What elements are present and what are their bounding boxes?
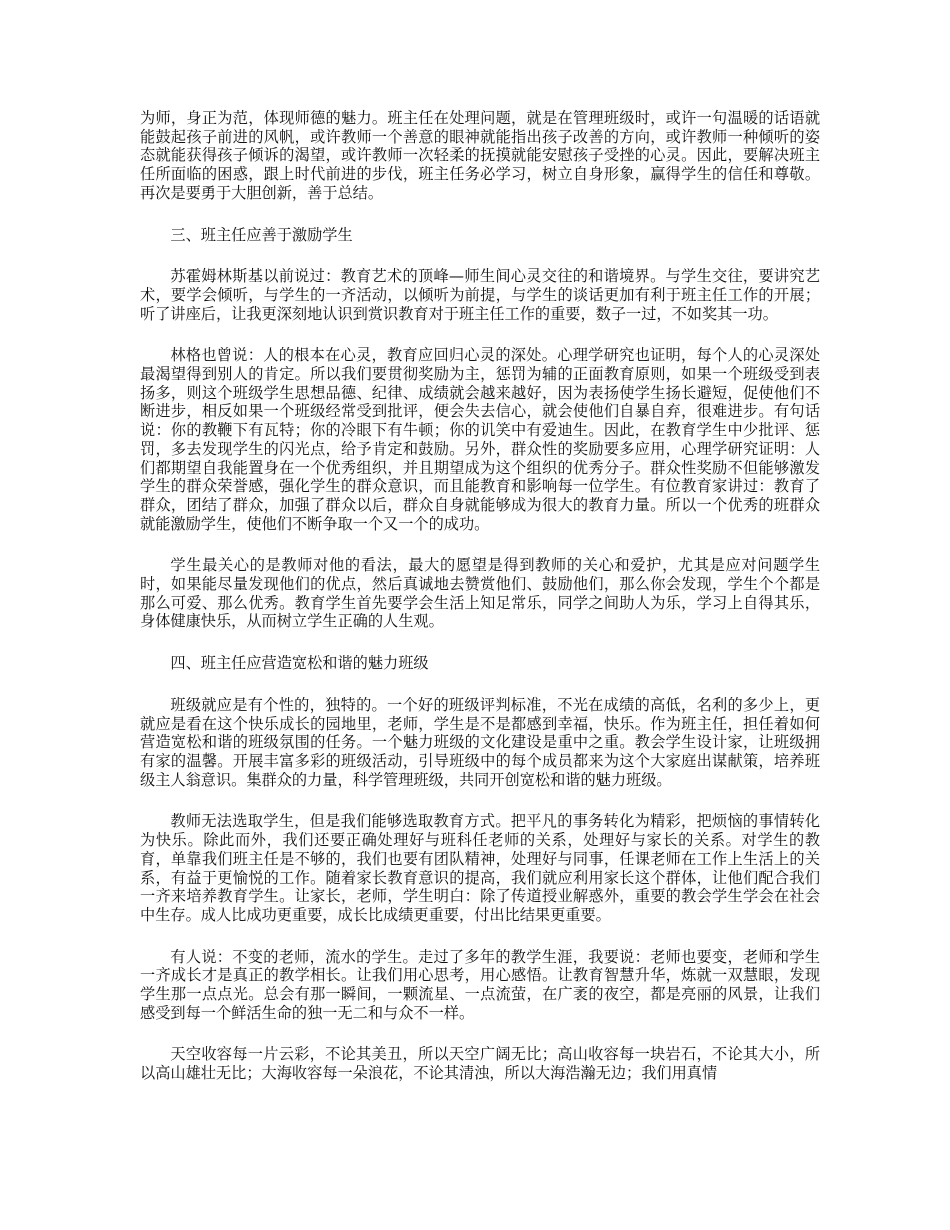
paragraph-sky-mountain-sea: 天空收容每一片云彩，不论其美丑，所以天空广阔无比；高山收容每一块岩石，不论其大小，所以高山雄壮无比；大海收容每一朵浪花，不论其清浊，所以大海浩瀚无边；我们用真情 xyxy=(140,1045,820,1083)
paragraph-education-method: 教师无法选取学生，但是我们能够选取教育方式。把平凡的事务转化为精彩，把烦恼的事情转化为快乐。除此而外，我们还要正确处理好与班科任老师的关系，处理好与家长的关系。对学生的教育，单靠我们班主任是不够的，我们也要有团队精神，处理好与同事，任课老师在工作上生活上的关系，有益于更愉悦的工作。随着家长教育意识的提高，我们就应利用家长这个群体，让他们配合我们一齐来培养教育学生。让家长，老师，学生明白：除了传道授业解惑外，重要的教会学生学会在社会中生存。成人比成功更重要，成长比成绩更重要，付出比结果更重要。 xyxy=(140,812,820,924)
section-heading-4: 四、班主任应营造宽松和谐的魅力班级 xyxy=(170,654,429,673)
paragraph-teacher-virtue: 为师，身正为范，体现师德的魅力。班主任在处理问题，就是在管理班级时，或许一句温暖的话语就能鼓起孩子前进的风帆，或许教师一个善意的眼神就能指出孩子改善的方向，或许教师一种倾听的姿态就能获得孩子倾诉的渴望，或许教师一次轻柔的抚摸就能安慰孩子受挫的心灵。因此，要解决班主任所面临的困惑，跟上时代前进的步伐，班主任务必学习，树立自身形象，赢得学生的信任和尊敬。再次是要勇于大胆创新，善于总结。 xyxy=(140,109,820,202)
paragraph-linge: 林格也曾说：人的根本在心灵，教育应回归心灵的深处。心理学研究也证明，每个人的心灵深处最渴望得到别人的肯定。所以我们要贯彻奖励为主，惩罚为辅的正面教育原则，如果一个班级受到表扬多，则这个班级学生思想品德、纪律、成绩就会越来越好，因为表扬使学生扬长避短，促使他们不断进步，相反如果一个班级经常受到批评，便会失去信心，就会使他们自暴自弃，很难进步。有句话说：你的教鞭下有瓦特；你的冷眼下有牛顿；你的讥笑中有爱迪生。因此，在教育学生中少批评、惩罚，多去发现学生的闪光点，给予肯定和鼓励。另外，群众性的奖励要多应用，心理学研究证明：人们都期望自我能置身在一个优秀组织，并且期望成为这个组织的优秀分子。群众性奖励不但能够激发学生的群众荣誉感，强化学生的群众意识，而且能教育和影响每一位学生。有位教育家讲过：教育了群众，团结了群众，加强了群众以后，群众自身就能够成为很大的教育力量。所以一个优秀的班群众就能激励学生，使他们不断争取一个又一个的成功。 xyxy=(140,346,820,533)
paragraph-student-concern: 学生最关心的是教师对他的看法，最大的愿望是得到教师的关心和爱护，尤其是应对问题学生时，如果能尽量发现他们的优点，然后真诚地去赞赏他们、鼓励他们，那么你会发现，学生个个都是那么可爱、那么优秀。教育学生首先要学会生活上知足常乐，同学之间助人为乐，学习上自得其乐，身体健康快乐，从而树立学生正确的人生观。 xyxy=(140,556,820,631)
paragraph-teacher-change: 有人说：不变的老师，流水的学生。走过了多年的教学生涯，我要说：老师也要变，老师和学生一齐成长才是真正的教学相长。让我们用心思考，用心感悟。让教育智慧升华，炼就一双慧眼，发现学生那一点点光。总会有那一瞬间，一颗流星、一点流萤，在广袤的夜空，都是亮丽的风景，让我们感受到每一个鲜活生命的独一无二和与众不一样。 xyxy=(140,947,820,1022)
section-heading-3: 三、班主任应善于激励学生 xyxy=(170,225,353,244)
paragraph-suhomlinsky: 苏霍姆林斯基以前说过：教育艺术的顶峰—师生间心灵交往的和谐境界。与学生交往，要讲究艺术，要学会倾听，与学生的一齐活动，以倾听为前提，与学生的谈话更加有利于班主任工作的开展；听了讲座后，让我更深刻地认识到赏识教育对于班主任工作的重要，数子一过，不如奖其一功。 xyxy=(140,267,820,323)
paragraph-class-personality: 班级就应是有个性的，独特的。一个好的班级评判标准，不光在成绩的高低，名利的多少上，更就应是看在这个快乐成长的园地里，老师，学生是不是都感到幸福，快乐。作为班主任，担任着如何营造宽松和谐的班级氛围的任务。一个魅力班级的文化建设是重中之重。教会学生设计家，让班级拥有家的温馨。开展丰富多彩的班级活动，引导班级中的每个成员都来为这个大家庭出谋献策，培养班级主人翁意识。集群众的力量，科学管理班级，共同开创宽松和谐的魅力班级。 xyxy=(140,695,820,789)
